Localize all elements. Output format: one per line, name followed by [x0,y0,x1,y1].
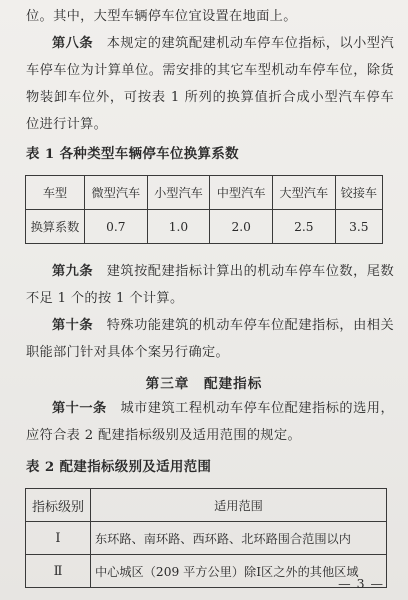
page-number: — 3 — [338,576,384,591]
table1-value-cell: 0.7 [85,210,148,244]
paragraph-continuation: 位。其中，大型车辆停车位宜设置在地面上。 [26,9,297,24]
table2-header-cell: 指标级别 [26,489,91,522]
article-11-body: 城市建筑工程机动车停车位配建指标的选用，应符合表 2 配建指标级别及适用范围的规定。 [26,401,394,443]
table1-title: 表 1 各种类型车辆停车位换算系数 [26,146,239,162]
table2-level-cell: Ⅰ [26,522,91,555]
table1-row-label: 换算系数 [26,210,85,244]
table2-title: 表 2 配建指标级别及适用范围 [26,459,212,475]
table2-header-cell: 适用范围 [91,489,387,522]
article-11-heading: 第十一条 [52,401,107,416]
article-10-heading: 第十条 [52,318,94,333]
article-11 [26,395,394,449]
table1-header-cell: 大型汽车 [272,176,335,210]
article-8-heading: 第八条 [52,36,94,51]
table2-row [26,522,387,555]
table1-header-cell: 车型 [26,176,85,210]
table2-row [26,555,387,588]
table1-value-cell: 2.5 [272,210,335,244]
article-9-heading: 第九条 [52,264,94,279]
table1-value-cell: 2.0 [210,210,273,244]
table2-range-cell: 中心城区（209 平方公里）除Ⅰ区之外的其他区域 [91,555,387,588]
article-8 [26,30,394,138]
table1-header-cell: 小型汽车 [147,176,210,210]
table2-index-levels [25,488,387,588]
table1-header-row [26,176,383,210]
table2-range-cell: 东环路、南环路、西环路、北环路围合范围以内 [91,522,387,555]
table1-header-cell: 铰接车 [335,176,382,210]
table1-header-cell: 微型汽车 [85,176,148,210]
table1-value-row [26,210,383,244]
table1-value-cell: 3.5 [335,210,382,244]
chapter-title: 第三章 配建指标 [145,376,263,392]
article-10-body: 特殊功能建筑的机动车停车位配建指标，由相关职能部门针对具体个案另行确定。 [26,318,394,360]
article-9-body: 建筑按配建指标计算出的机动车停车位数，尾数不足 1 个的按 1 个计算。 [26,264,394,306]
article-8-body: 本规定的建筑配建机动车停车位指标，以小型汽车停车位为计算单位。需安排的其它车型机动车停车位，除货物装卸车位外，可按表 1 所列的换算值折合成小型汽车停车位进行计算。 [26,36,394,132]
table1-conversion-coefficients [25,175,383,244]
table1-header-cell: 中型汽车 [210,176,273,210]
article-10 [26,312,394,366]
article-9 [26,258,394,312]
table1-value-cell: 1.0 [147,210,210,244]
table2-level-cell: Ⅱ [26,555,91,588]
table2-header-row [26,489,387,522]
